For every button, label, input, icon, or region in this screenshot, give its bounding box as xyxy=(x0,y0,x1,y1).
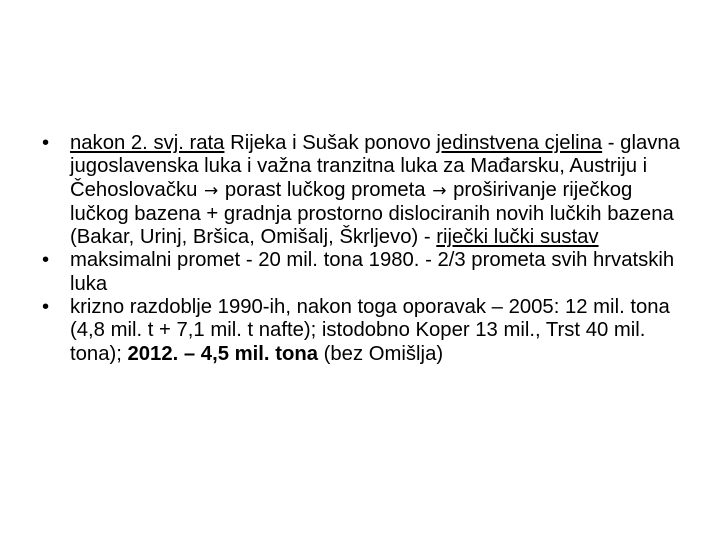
bullet-text: porast lučkog prometa xyxy=(219,178,432,201)
bullet-text-underlined: nakon 2. svj. rata xyxy=(70,132,225,154)
bullet-text: - glavna jugoslavenska luka i važna tranzitna luka za Mađarsku, Austriju i Čehoslovačku xyxy=(70,132,680,201)
right-arrow-icon: → xyxy=(432,180,447,201)
bullet-text-bold: 2012. – 4,5 mil. tona xyxy=(127,342,319,365)
bullet-item xyxy=(42,249,692,296)
bullet-dot-icon: • xyxy=(42,296,50,319)
bullet-text: Rijeka i Sušak ponovo xyxy=(224,132,437,154)
bullet-text-underlined: jedinstvena cjelina xyxy=(436,132,603,154)
bullet-text-underlined: riječki lučki sustav xyxy=(436,226,599,249)
bullet-text: proširivanje riječkog lučkog bazena + gradnja prostorno dislociranih novih lučkih bazena (Bakar, Urinj, Bršica, Omišalj, Škrljevo) - xyxy=(70,178,674,249)
bullet-text: maksimalni promet - 20 mil. tona 1980. - 2/3 prometa svih hrvatskih luka xyxy=(70,249,675,295)
bullet-item xyxy=(42,296,692,366)
bullet-item xyxy=(42,132,692,249)
bullet-dot-icon: • xyxy=(42,132,50,154)
bullet-dot-icon: • xyxy=(42,249,50,272)
bullet-text: krizno razdoblje 1990-ih, nakon toga oporavak – 2005: 12 mil. tona (4,8 mil. t + 7,1 mil. t nafte); istodobno Koper 13 mil., Trst 40 mil. tona); xyxy=(70,296,670,365)
bullet-text: (bez Omišlja) xyxy=(318,342,444,365)
right-arrow-icon: → xyxy=(204,180,219,201)
bullet-list xyxy=(42,132,692,366)
